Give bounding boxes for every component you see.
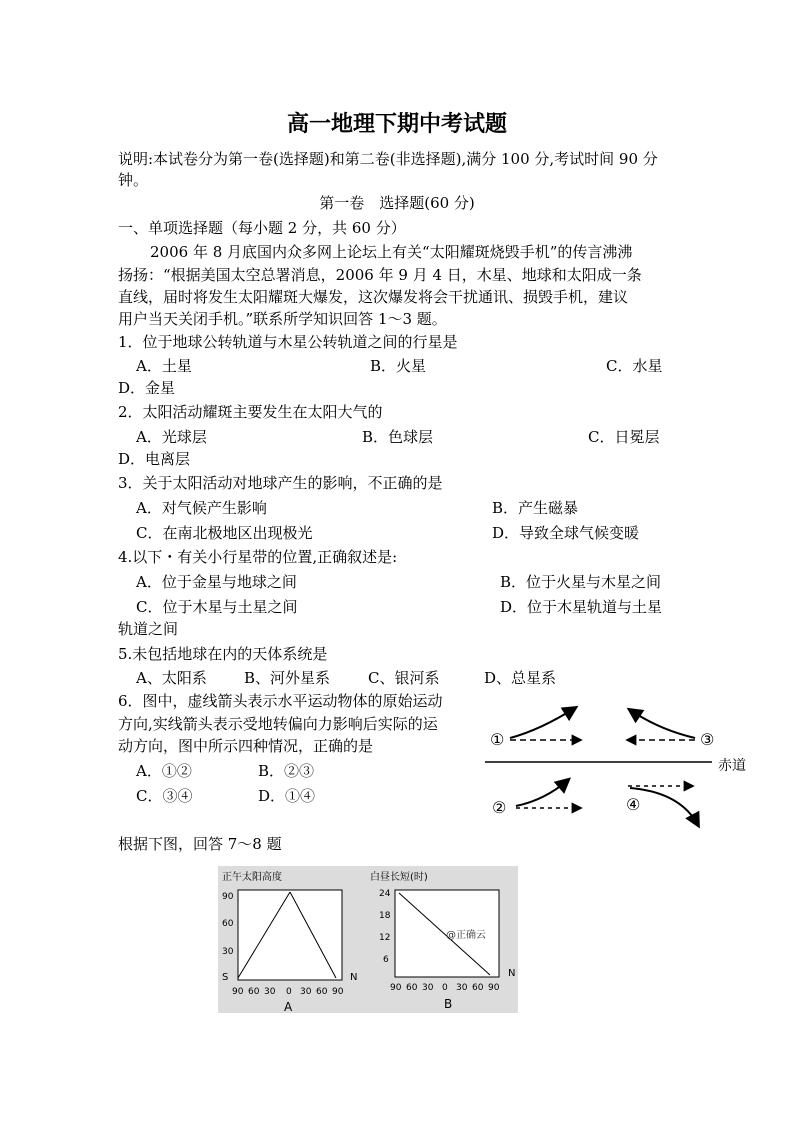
- q5-option-d: D、总星系: [484, 669, 557, 687]
- part1-heading: 第一卷 选择题(60 分): [319, 194, 475, 212]
- intro-line-2: 钟。: [118, 171, 149, 189]
- case-3-deflected-arrow: [630, 710, 695, 738]
- chart-b-watermark: @正确云: [446, 930, 486, 941]
- sun-figure: [218, 866, 518, 1013]
- chart-b-ytick-12: 12: [379, 933, 391, 943]
- q6-option-c: C．③④: [136, 787, 193, 805]
- passage-line-4: 用户当天关闭手机。”联系所学知识回答 1～3 题。: [118, 310, 447, 328]
- q3-option-c: C．在南北极地区出现极光: [136, 524, 313, 542]
- chart-b-title: 白昼长短(时): [370, 872, 428, 883]
- chart-b-xtick: 60: [406, 983, 418, 993]
- q6-stem-3: 动方向，图中所示四种情况，正确的是: [118, 737, 374, 755]
- q2-option-d: D．电离层: [118, 450, 191, 468]
- chart-a-xtick: 60: [248, 987, 260, 997]
- q4-option-c: C．位于木星与土星之间: [136, 598, 298, 616]
- chart-b-ytick-18: 18: [379, 911, 391, 921]
- chart-a-xtick: 30: [300, 987, 312, 997]
- q6-option-a: A．①②: [136, 762, 192, 780]
- q2-stem: 2．太阳活动耀斑主要发生在太阳大气的: [118, 403, 383, 421]
- case-2-deflected-arrow: [516, 780, 568, 806]
- chart-b-ytick-24: 24: [379, 889, 391, 899]
- q6-stem-2: 方向,实线箭头表示受地转偏向力影响后实际的运: [118, 715, 438, 733]
- case-3-label: ③: [700, 730, 715, 749]
- chart-b-n-label: N: [508, 968, 516, 979]
- case-1-deflected-arrow: [510, 708, 575, 738]
- q3-option-d: D．导致全球气候变暖: [492, 524, 640, 542]
- q6-stem-1: 6．图中，虚线箭头表示水平运动物体的原始运动: [118, 692, 443, 710]
- section1-heading: 一、单项选择题（每小题 2 分，共 60 分）: [118, 219, 406, 237]
- chart-b-xtick: 90: [390, 983, 402, 993]
- intro-line-1: 说明:本试卷分为第一卷(选择题)和第二卷(非选择题),满分 100 分,考试时间 90 分: [118, 150, 658, 168]
- chart-b-caption: B: [444, 997, 453, 1011]
- chart-a-xtick: 90: [332, 987, 344, 997]
- q2-option-c: C．日冕层: [588, 428, 660, 446]
- q4-stem: 4.以下・有关小行星带的位置,正确叙述是:: [118, 548, 398, 566]
- q1-option-c: C．水星: [606, 357, 663, 375]
- case-4-label: ④: [626, 795, 641, 814]
- chart-a-xtick: 0: [286, 987, 292, 997]
- chart-a-ytick-90: 90: [222, 892, 234, 902]
- q4-option-d-cont: 轨道之间: [118, 620, 179, 638]
- q2-option-b: B．色球层: [362, 428, 434, 446]
- q2-option-a: A．光球层: [136, 428, 207, 446]
- q4-option-b: B．位于火星与木星之间: [500, 573, 662, 591]
- chart-b-xtick: 30: [456, 983, 468, 993]
- passage-line-2: 扬扬：“根据美国太空总署消息，2006 年 9 月 4 日，木星、地球和太阳成一条: [118, 266, 642, 284]
- passage-line-1: 2006 年 8 月底国内众多网上论坛上有关“太阳耀斑烧毁手机”的传言沸沸: [150, 243, 633, 261]
- chart-a-n-label: N: [350, 972, 358, 983]
- q3-stem: 3．关于太阳活动对地球产生的影响，不正确的是: [118, 474, 443, 492]
- q3-option-a: A．对气候产生影响: [136, 499, 267, 517]
- chart-a-xtick: 90: [232, 987, 244, 997]
- chart-a-caption: A: [284, 1000, 293, 1013]
- chart-b-xtick: 60: [472, 983, 484, 993]
- q6-option-d: D．①④: [258, 787, 316, 805]
- q3-option-b: B．产生磁暴: [492, 499, 579, 517]
- chart-a-title: 正午太阳高度: [222, 872, 282, 883]
- chart-b-ytick-6: 6: [383, 955, 389, 965]
- passage-line-3: 直线，届时将发生太阳耀斑大爆发，这次爆发将会干扰通讯、损毁手机，建议: [118, 288, 629, 306]
- page-title: 高一地理下期中考试题: [286, 111, 507, 137]
- equator-label: 赤道: [718, 758, 746, 774]
- case-1-label: ①: [490, 730, 505, 749]
- chart-b-xtick: 30: [422, 983, 434, 993]
- q5-option-c: C、银河系: [368, 669, 440, 687]
- chart-a-ytick-30: 30: [222, 947, 234, 957]
- q5-option-b: B、河外星系: [244, 669, 331, 687]
- q5-option-a: A、太阳系: [136, 669, 207, 687]
- chart-b-xtick: 90: [488, 983, 500, 993]
- q4-option-a: A．位于金星与地球之间: [136, 573, 297, 591]
- q1-stem: 1．位于地球公转轨道与木星公转轨道之间的行星是: [118, 333, 458, 351]
- q1-option-b: B．火星: [370, 357, 427, 375]
- chart-a-plot: [238, 890, 342, 980]
- q1-option-d: D．金星: [118, 379, 176, 397]
- chart-a-ytick-60: 60: [222, 919, 234, 929]
- chart-a-xtick: 60: [316, 987, 328, 997]
- q6-option-b: B．②③: [258, 762, 315, 780]
- q78-intro: 根据下图，回答 7～8 题: [118, 835, 282, 853]
- q5-stem: 5.未包括地球在内的天体系统是: [118, 645, 328, 663]
- q4-option-d: D．位于木星轨道与土星: [500, 598, 663, 616]
- chart-a-xtick: 30: [264, 987, 276, 997]
- case-2-label: ②: [492, 798, 507, 817]
- coriolis-deflection-figure: [480, 700, 770, 835]
- chart-b-xtick: 0: [442, 983, 448, 993]
- q1-option-a: A．土星: [136, 357, 192, 375]
- chart-a-s-label: S: [222, 972, 229, 983]
